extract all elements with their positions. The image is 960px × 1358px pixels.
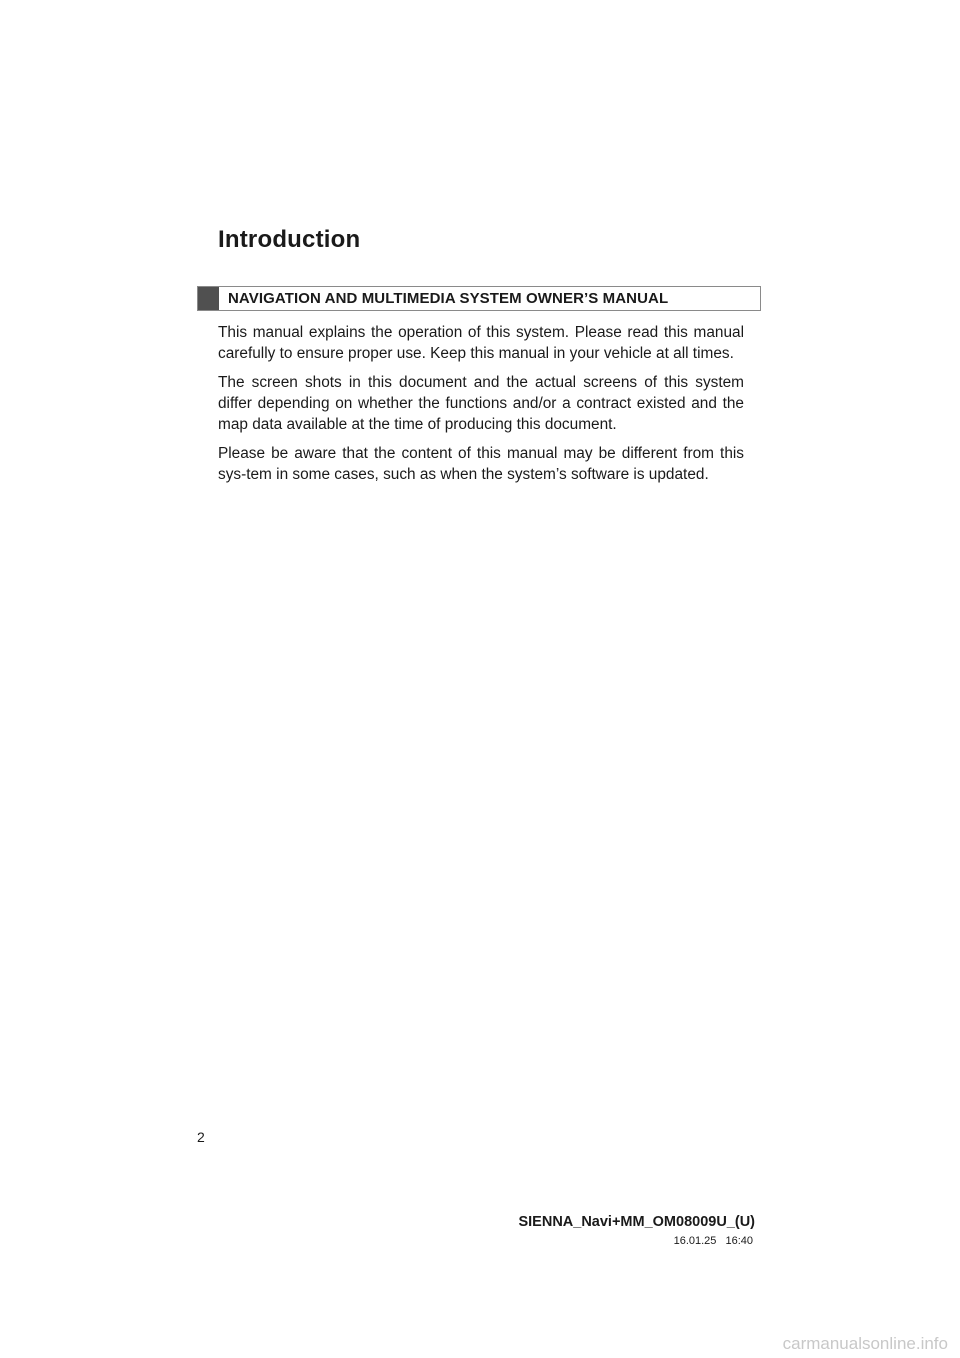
- document-code: SIENNA_Navi+MM_OM08009U_(U): [518, 1214, 755, 1230]
- paragraph-1: This manual explains the operation of this system. Please read this manual carefully to ensure proper use. Keep this manual in your vehicle at all times.: [218, 324, 744, 362]
- watermark: carmanualsonline.info: [782, 1334, 948, 1353]
- paragraph-2: The screen shots in this document and the actual screens of this system differ depending on whether the functions and/or a contract existed and the map data available at the time of producing this document.: [218, 374, 744, 433]
- section-marker: [198, 287, 219, 310]
- body-text: [218, 322, 744, 493]
- section-header: [197, 286, 761, 311]
- page-title: Introduction: [218, 226, 361, 253]
- page-number: 2: [197, 1129, 205, 1145]
- document-timestamp: 16.01.25 16:40: [673, 1235, 753, 1247]
- section-title: NAVIGATION AND MULTIMEDIA SYSTEM OWNER’S MANUAL: [228, 290, 669, 307]
- paragraph-3: Please be aware that the content of this manual may be different from this sys-tem in some cases, such as when the system’s software is updated.: [218, 445, 744, 483]
